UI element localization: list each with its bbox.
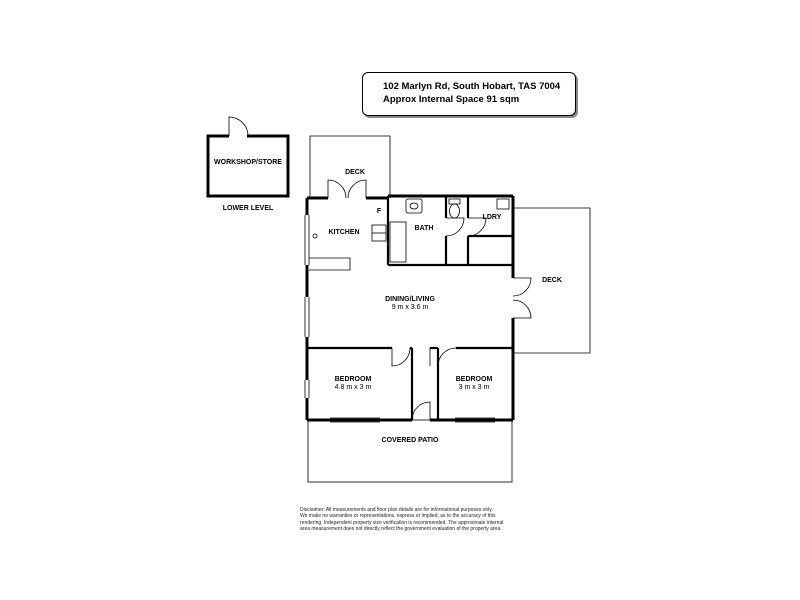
covered-patio-outline	[308, 420, 512, 482]
workshop-label: WORKSHOP/STORE	[214, 159, 282, 166]
covered-patio-label: COVERED PATIO	[381, 437, 439, 444]
dining-living-size: 9 m x 3.6 m	[391, 304, 429, 311]
fridge-label: F	[376, 208, 382, 215]
deck-top-label: DECK	[345, 169, 365, 176]
disclaimer-line: We make no warranties or representations, express or implied, as to the accuracy of this	[300, 513, 496, 520]
bedroom1-label: BEDROOM	[334, 376, 372, 383]
laundry-label: LDRY	[482, 214, 502, 221]
bedroom1-size: 4.8 m x 3 m	[334, 384, 372, 391]
bedroom2-label: BEDROOM	[455, 376, 493, 383]
disclaimer-line: Disclaimer: All measurements and floor plan details are for informational purposes only.	[300, 507, 493, 513]
bath-label: BATH	[414, 225, 434, 232]
deck-top-outline	[310, 136, 390, 198]
disclaimer	[300, 507, 600, 533]
disclaimer-line: area measurement does not directly reflect the government evaluation of the property area.	[300, 526, 502, 533]
internal-space-text: Approx Internal Space 91 sqm	[383, 94, 520, 105]
bedroom2-size: 3 m x 3 m	[458, 384, 490, 391]
address-text: 102 Marlyn Rd, South Hobart, TAS 7004	[383, 81, 561, 92]
deck-right-label: DECK	[542, 277, 562, 284]
disclaimer-line: rendering. Independent property size verification is recommended. The approximate internal	[300, 519, 504, 526]
lower-level-label: LOWER LEVEL	[222, 205, 274, 212]
kitchen-label: KITCHEN	[328, 229, 360, 236]
dining-living-label: DINING/LIVING	[385, 296, 435, 303]
